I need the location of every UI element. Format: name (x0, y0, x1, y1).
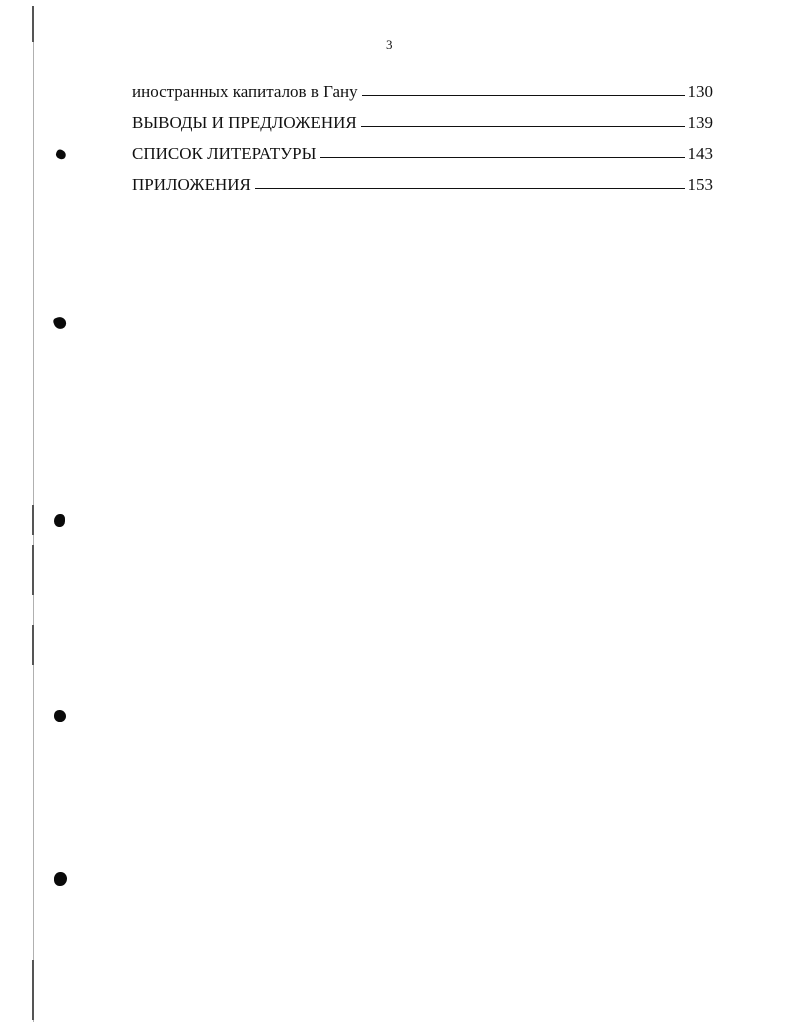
toc-entry (132, 113, 713, 144)
punch-hole-mark (54, 514, 65, 527)
toc-leader-line (255, 188, 685, 189)
toc-entry-page: 139 (687, 113, 713, 132)
toc-entry-title: ПРИЛОЖЕНИЯ (132, 175, 251, 194)
table-of-contents (132, 82, 713, 206)
toc-entry-page: 130 (687, 82, 713, 101)
toc-leader-line (320, 157, 684, 158)
binding-edge-mark (32, 6, 34, 42)
toc-entry-title: ВЫВОДЫ И ПРЕДЛОЖЕНИЯ (132, 113, 357, 132)
toc-entry-title: иностранных капиталов в Гану (132, 82, 358, 101)
toc-leader-line (361, 126, 685, 127)
toc-entry (132, 175, 713, 206)
binding-edge-mark (32, 625, 34, 665)
toc-entry-title: СПИСОК ЛИТЕРАТУРЫ (132, 144, 317, 163)
toc-entry-page: 143 (687, 144, 713, 163)
punch-hole-mark (52, 315, 67, 330)
punch-hole-mark (55, 148, 68, 160)
punch-hole-mark (54, 872, 67, 886)
page-number: 3 (386, 37, 393, 52)
binding-edge-mark (32, 505, 34, 535)
toc-entry (132, 82, 713, 113)
binding-edge-mark (32, 960, 34, 1020)
toc-entry (132, 144, 713, 175)
toc-leader-line (362, 95, 685, 96)
punch-hole-mark (54, 710, 66, 722)
binding-edge-mark (32, 545, 34, 595)
toc-entry-page: 153 (687, 175, 713, 194)
